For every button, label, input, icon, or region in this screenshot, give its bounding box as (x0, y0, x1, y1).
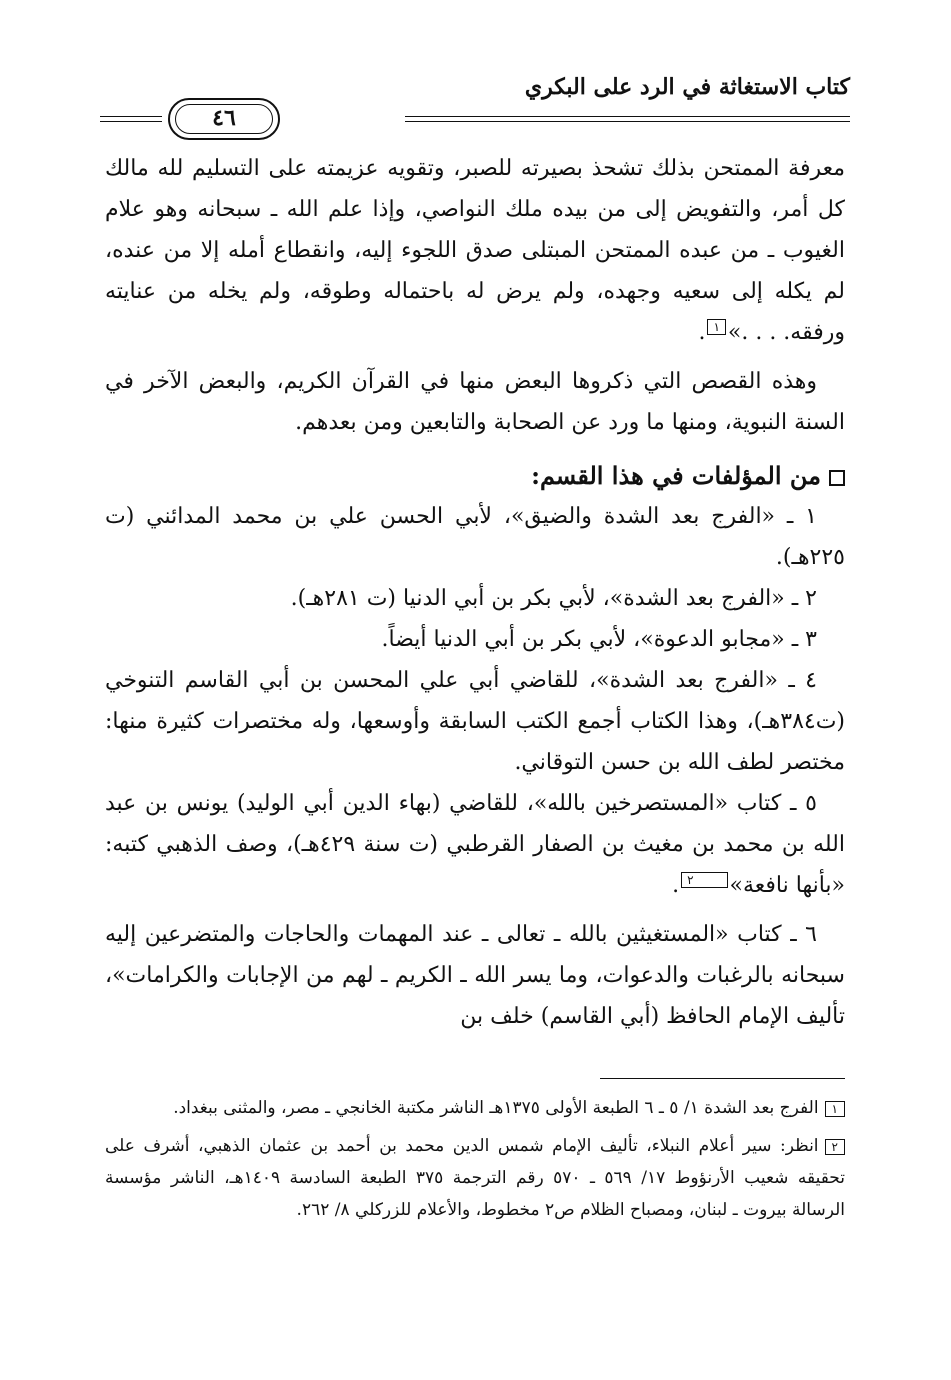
square-bullet-icon (829, 470, 845, 486)
page-number: ٤٦ (212, 105, 236, 131)
footnote-number: ٢ (825, 1139, 845, 1155)
footnotes (105, 1092, 845, 1232)
list-item: ٤ ـ «الفرج بعد الشدة»، للقاضي أبي علي المحسن بن أبي القاسم التنوخي (ت٣٨٤هـ)، وهذا الكتاب أجمع الكتب السابقة وأوسعها، وله مختصرات كثيرة منها: مختصر لطف الله بن حسن التوقاني. (105, 668, 845, 775)
footnote-number: ١ (825, 1101, 845, 1117)
running-title: كتاب الاستغاثة في الرد على البكري (524, 74, 850, 100)
list-item: ٢ ـ «الفرج بعد الشدة»، لأبي بكر بن أبي الدنيا (ت ٢٨١هـ). (290, 586, 817, 611)
page-number-badge (168, 98, 280, 140)
section-heading-text: من المؤلفات في هذا القسم: (531, 461, 821, 490)
footnote-text: انظر: سير أعلام النبلاء، تأليف الإمام شمس الدين محمد بن أحمد بن عثمان الذهبي، أشرف على تحقيقه شعيب الأرنؤوط ١٧/ ٥٦٩ ـ ٥٧٠ رقم الترجمة ٣٧٥ الطبعة السادسة ١٤٠٩هـ، الناشر مؤسسة الرسالة بيروت ـ لبنان، ومصباح الظلام ص٢ مخطوط، والأعلام للزركلي ٨/ ٢٦٢. (105, 1136, 846, 1220)
footnote (105, 1092, 845, 1124)
list-item: ١ ـ «الفرج بعد الشدة والضيق»، لأبي الحسن علي بن محمد المدائني (ت ٢٢٥هـ). (105, 504, 845, 570)
list-item (105, 783, 845, 906)
footnote (105, 1130, 845, 1226)
footnote-reference[interactable]: ٢ (681, 872, 727, 888)
footnote-reference[interactable]: ١ (707, 319, 725, 335)
list-item-end: . (672, 873, 680, 898)
header-rule (405, 116, 850, 117)
paragraph-end: . (698, 320, 706, 345)
paragraph (105, 148, 845, 353)
footnote-divider (600, 1078, 845, 1079)
footnote-text: الفرج بعد الشدة ١/ ٥ ـ ٦ الطبعة الأولى ١٣٧٥هـ الناشر مكتبة الخانجي ـ مصر، والمثنى ببغداد. (173, 1098, 819, 1118)
page-header (100, 72, 850, 132)
header-rule (405, 121, 850, 122)
list-item-text: ٥ ـ كتاب «المستصرخين بالله»، للقاضي (بهاء الدين أبي الوليد) يونس بن عبد الله بن محمد بن مغيث بن الصفار القرطبي (ت سنة ٤٢٩هـ)، وصف الذهبي كتبه: «بأنها نافعة» (105, 791, 846, 898)
list-item: ٣ ـ «مجابو الدعوة»، لأبي بكر بن أبي الدنيا أيضاً. (381, 627, 817, 652)
paragraph-text: معرفة الممتحن بذلك تشحذ بصيرته للصبر، وتقويه عزيمته على التسليم لله مالك كل أمر، والتفويض إلى من بيده ملك النواصي، وإذا علم الله ـ سبحانه وهو علام الغيوب ـ من عبده الممتحن المبتلى صدق اللجوء إليه، وانقطاع أمله إلا من عنده، لم يكله إلى سعيه وجهده، ولم يرض له باحتماله وطوقه، ولم يخله من عنايته ورفقه. . . .» (105, 156, 845, 345)
list-item: ٦ ـ كتاب «المستغيثين بالله ـ تعالى ـ عند المهمات والحاجات والمتضرعين إليه سبحانه بالرغبات والدعوات، وما يسر الله ـ الكريم ـ لهم من الإجابات والكرامات»، تأليف الإمام الحافظ (أبي القاسم) خلف بن (105, 922, 845, 1029)
header-rule (100, 116, 162, 117)
paragraph: وهذه القصص التي ذكروها البعض منها في القرآن الكريم، والبعض الآخر في السنة النبوية، ومنها ما ورد عن الصحابة والتابعين ومن بعدهم. (105, 369, 845, 435)
header-rule (100, 121, 162, 122)
main-text (105, 148, 845, 1037)
section-heading (105, 455, 845, 496)
